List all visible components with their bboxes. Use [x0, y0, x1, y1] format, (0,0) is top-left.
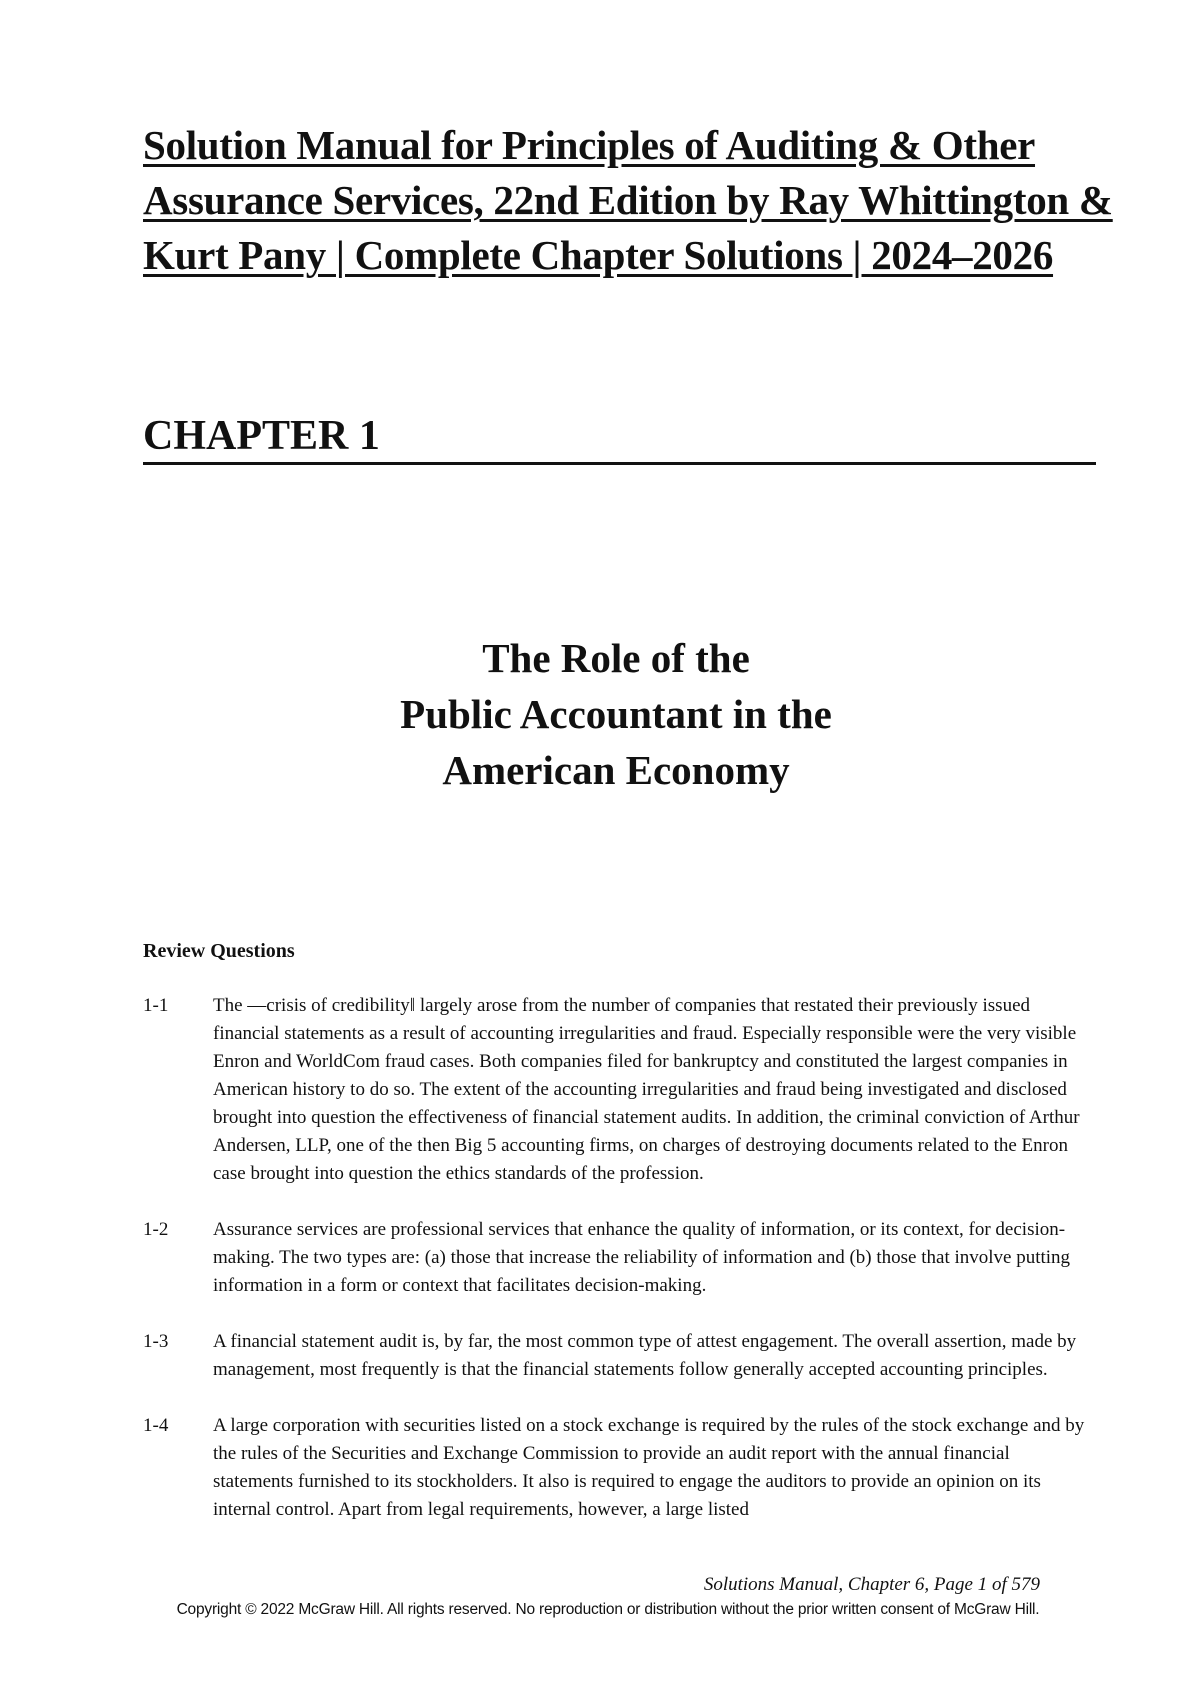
- page-footer: Solutions Manual, Chapter 6, Page 1 of 579: [703, 1574, 1040, 1595]
- chapter-heading: CHAPTER 1: [143, 410, 1096, 465]
- review-question: [143, 1412, 1093, 1524]
- chapter-title-line: Public Accountant in the: [400, 691, 832, 737]
- section-heading: Review Questions: [143, 940, 295, 962]
- review-question: [143, 992, 1093, 1188]
- copyright-notice: Copyright © 2022 McGraw Hill. All rights reserved. No reproduction or distribution without the prior written consent of McGraw Hill.: [176, 1601, 1040, 1618]
- question-answer-text: A financial statement audit is, by far, the most common type of attest engagement. The overall assertion, made by management, most frequently is that the financial statements follow generally accepted accounting principles.: [213, 1331, 1077, 1380]
- question-answer-text: Assurance services are professional services that enhance the quality of information, or its context, for decision-making. The two types are: (a) those that increase the reliability of information and (b) those that involve putting information in a form or context that facilitates decision-making.: [213, 1219, 1071, 1296]
- review-questions-list: [143, 992, 1093, 1552]
- question-number: 1-2: [143, 1219, 169, 1240]
- document-title: Solution Manual for Principles of Auditing & Other Assurance Services, 22nd Edition by Ray Whittington & Kurt Pany | Complete Chapter Solutions | 2024–2026: [143, 122, 1113, 278]
- review-question: [143, 1328, 1093, 1384]
- chapter-title: [0, 630, 1200, 798]
- question-answer-text: A large corporation with securities listed on a stock exchange is required by the rules of the stock exchange and by the rules of the Securities and Exchange Commission to provide an audit report with the annual financial statements furnished to its stockholders. It also is required to engage the auditors to provide an opinion on its internal control. Apart from legal requirements, however, a large listed: [213, 1415, 1085, 1520]
- question-number: 1-1: [143, 995, 169, 1016]
- chapter-title-line: The Role of the: [482, 635, 750, 681]
- question-number: 1-3: [143, 1331, 169, 1352]
- question-number: 1-4: [143, 1415, 169, 1436]
- review-question: [143, 1216, 1093, 1300]
- chapter-title-line: American Economy: [442, 747, 790, 793]
- question-answer-text: The ―crisis of credibility‖ largely arose from the number of companies that restated their previously issued financial statements as a result of accounting irregularities and fraud. Especially responsible were the very visible Enron and WorldCom fraud cases. Both companies filed for bankruptcy and constituted the largest companies in American history to do so. The extent of the accounting irregularities and fraud being investigated and disclosed brought into question the effectiveness of financial statement audits. In addition, the criminal conviction of Arthur Andersen, LLP, one of the then Big 5 accounting firms, on charges of destroying documents related to the Enron case brought into question the ethics standards of the profession.: [213, 995, 1080, 1184]
